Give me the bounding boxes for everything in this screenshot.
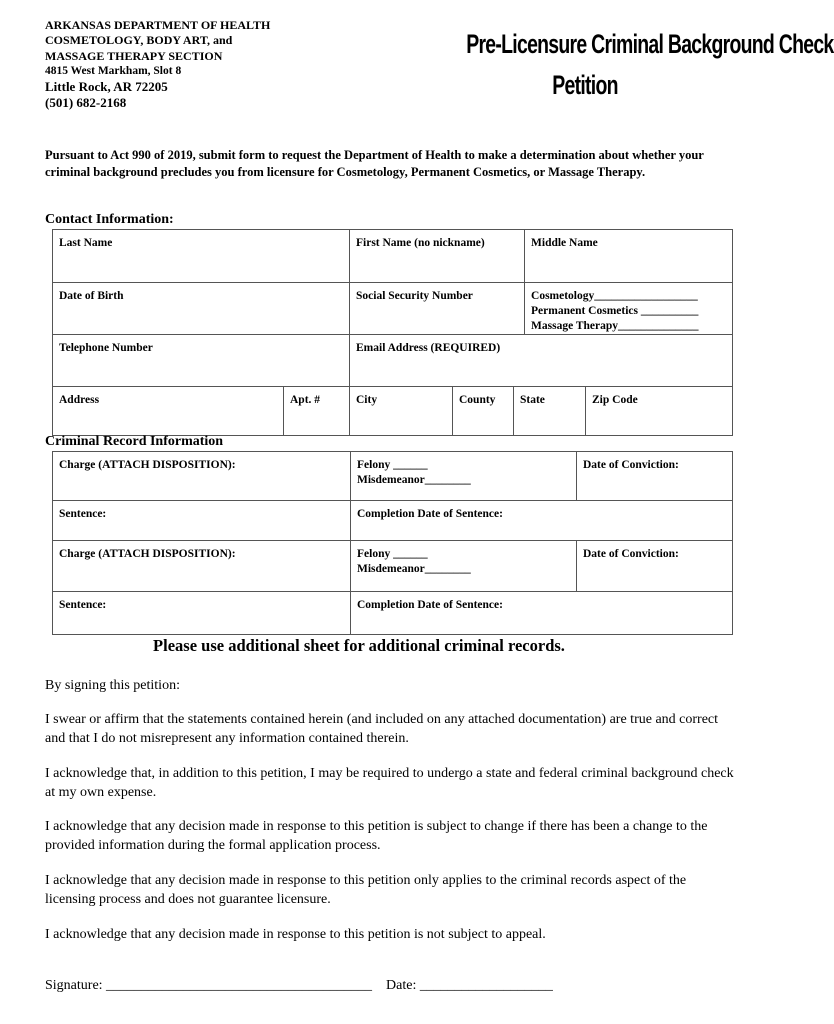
section-name-line1: COSMETOLOGY, BODY ART, and — [45, 33, 233, 48]
contact-info-table — [52, 229, 733, 436]
last-name-field[interactable] — [53, 230, 350, 283]
email-field[interactable] — [350, 335, 733, 387]
statement-no-appeal: I acknowledge that any decision made in response to this petition is not subject to appeal. — [45, 927, 546, 942]
sentence-field[interactable] — [53, 592, 351, 635]
charge-field[interactable] — [53, 452, 351, 501]
ssn-label: Social Security Number — [356, 290, 473, 302]
additional-sheet-note: Please use additional sheet for additional criminal records. — [153, 636, 565, 655]
ssn-field[interactable] — [350, 283, 525, 335]
date-of-birth-field[interactable] — [53, 283, 350, 335]
charge-field[interactable] — [53, 541, 351, 592]
charge-label: Charge (ATTACH DISPOSITION): — [59, 548, 236, 560]
signature-label: Signature: — [45, 978, 103, 993]
city-label: City — [356, 394, 378, 406]
email-label: Email Address (REQUIRED) — [356, 342, 501, 354]
agency-address-block — [45, 18, 270, 111]
section-name-line2: MASSAGE THERAPY SECTION — [45, 48, 223, 63]
felony-option[interactable]: Felony ______ — [357, 548, 428, 560]
criminal-record-table — [52, 451, 733, 635]
license-type-field[interactable] — [525, 283, 733, 335]
statement-truthfulness: I swear or affirm that the statements contained herein (and included on any attached documentation) are true and correct and that I do not misrepresent any information contained therein. — [45, 712, 719, 746]
date-line[interactable]: ___________________ — [419, 978, 553, 993]
date-of-birth-label: Date of Birth — [59, 290, 124, 302]
state-label: State — [520, 394, 545, 406]
conviction-date-field[interactable] — [577, 452, 733, 501]
form-title — [466, 24, 834, 106]
telephone-label: Telephone Number — [59, 342, 153, 354]
massage-therapy-option[interactable]: Massage Therapy______________ — [531, 320, 699, 332]
apt-label: Apt. # — [290, 394, 321, 406]
completion-date-label: Completion Date of Sentence: — [357, 599, 503, 611]
first-name-field[interactable] — [350, 230, 525, 283]
date-label: Date: — [386, 978, 417, 993]
conviction-date-label: Date of Conviction: — [583, 459, 679, 471]
apt-field[interactable] — [284, 387, 350, 436]
address-label: Address — [59, 394, 100, 406]
sentence-label: Sentence: — [59, 508, 107, 520]
form-title-line2: Petition — [552, 70, 618, 100]
statement-background-check: I acknowledge that, in addition to this petition, I may be required to undergo a state and federal criminal background check at my own expense. — [45, 766, 734, 800]
criminal-section-heading: Criminal Record Information — [45, 434, 224, 449]
contact-section-heading: Contact Information: — [45, 212, 174, 227]
cosmetology-option[interactable]: Cosmetology__________________ — [531, 290, 698, 302]
phone-number: (501) 682-2168 — [45, 95, 127, 111]
permanent-cosmetics-option[interactable]: Permanent Cosmetics __________ — [531, 305, 699, 317]
intro-paragraph: Pursuant to Act 990 of 2019, submit form to request the Department of Health to make a determination about whether your criminal background precludes you from licensure for Cosmetology, Permanent Cosmetics, or Massage Therapy. — [45, 148, 704, 179]
telephone-field[interactable] — [53, 335, 350, 387]
conviction-date-field[interactable] — [577, 541, 733, 592]
form-title-line1: Pre-Licensure Criminal Background Check — [466, 29, 834, 59]
offense-type-field[interactable] — [351, 541, 577, 592]
completion-date-field[interactable] — [351, 501, 733, 541]
county-label: County — [459, 394, 496, 406]
misdemeanor-option[interactable]: Misdemeanor________ — [357, 563, 471, 575]
county-field[interactable] — [453, 387, 514, 436]
zip-field[interactable] — [586, 387, 733, 436]
sentence-label: Sentence: — [59, 599, 107, 611]
charge-label: Charge (ATTACH DISPOSITION): — [59, 459, 236, 471]
street-address: 4815 West Markham, Slot 8 — [45, 64, 182, 77]
address-field[interactable] — [53, 387, 284, 436]
signature-row — [45, 978, 553, 994]
middle-name-field[interactable] — [525, 230, 733, 283]
middle-name-label: Middle Name — [531, 237, 598, 249]
city-field[interactable] — [350, 387, 453, 436]
offense-type-field[interactable] — [351, 452, 577, 501]
statement-no-guarantee: I acknowledge that any decision made in response to this petition only applies to the criminal records aspect of the licensing process and does not guarantee licensure. — [45, 873, 687, 907]
misdemeanor-option[interactable]: Misdemeanor________ — [357, 474, 471, 486]
statement-intro: By signing this petition: — [45, 678, 180, 693]
state-field[interactable] — [514, 387, 586, 436]
first-name-label: First Name (no nickname) — [356, 237, 485, 249]
statement-subject-to-change: I acknowledge that any decision made in response to this petition is subject to change if there has been a change to the provided information during the formal application process. — [45, 819, 708, 853]
completion-date-field[interactable] — [351, 592, 733, 635]
conviction-date-label: Date of Conviction: — [583, 548, 679, 560]
signature-line[interactable]: ______________________________________ — [106, 978, 373, 993]
completion-date-label: Completion Date of Sentence: — [357, 508, 503, 520]
sentence-field[interactable] — [53, 501, 351, 541]
zip-label: Zip Code — [592, 394, 638, 406]
agency-name: ARKANSAS DEPARTMENT OF HEALTH — [45, 18, 271, 32]
city-state-zip: Little Rock, AR 72205 — [45, 79, 168, 95]
last-name-label: Last Name — [59, 237, 113, 249]
felony-option[interactable]: Felony ______ — [357, 459, 428, 471]
